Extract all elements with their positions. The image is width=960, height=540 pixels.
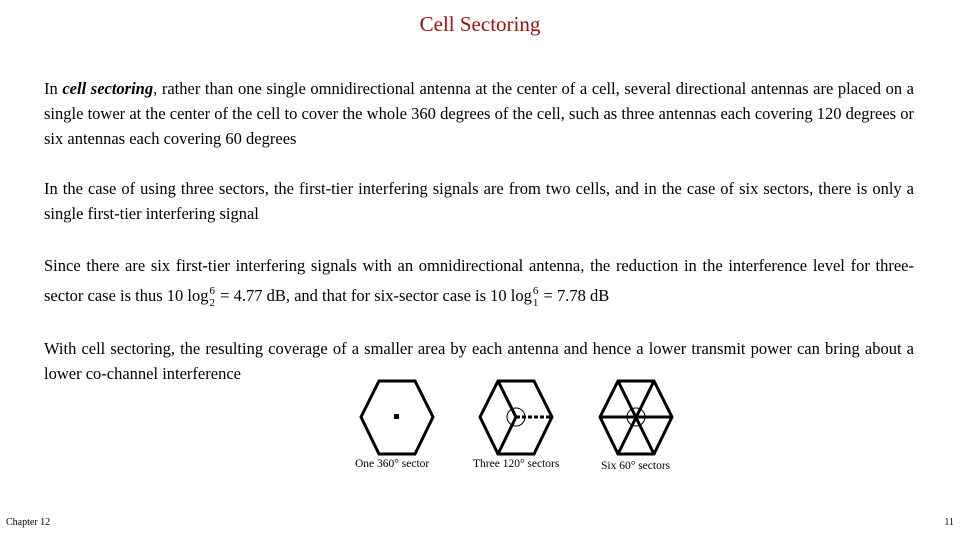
text: = 7.78 dB [539,286,610,305]
page-number: 11 [944,517,954,528]
denominator: 1 [532,297,539,310]
footer-chapter: Chapter 12 [6,517,51,528]
caption-six-sector: Six 60° sectors [601,460,671,472]
text: = 4.77 dB, and that for six-sector case is 10 log [216,286,532,305]
caption-omni: One 360° sector [355,458,430,470]
numerator: 6 [209,285,216,298]
denominator: 2 [209,297,216,310]
slide-title: Cell Sectoring [419,12,541,36]
antenna-icon [394,414,399,419]
text: In [44,79,63,98]
term: cell sectoring [62,79,154,98]
text: , rather than one single omnidirectional antenna at the center of a cell, several directional antennas are placed on a single tower at the center of the cell to cover the whole 360 degrees of the cell, such as three antennas each covering 120 degrees or six antennas each covering 60 degrees [44,79,915,148]
caption-three-sector: Three 120° sectors [473,458,560,470]
paragraph-coverage: With cell sectoring, the resulting coverage of a smaller area by each antenna and hence a lower transmit power can bring about a lower co-channel interference [44,339,914,383]
paragraph-interference: In the case of using three sectors, the first-tier interfering signals are from two cells, and in the case of six sectors, there is only a single first-tier interfering signal [44,179,914,223]
numerator: 6 [532,285,539,298]
text: Since there are six first-tier interfering signals with an omnidirectional antenna, the reduction in the interference level for three-sector case is thus 10 log [44,256,914,305]
